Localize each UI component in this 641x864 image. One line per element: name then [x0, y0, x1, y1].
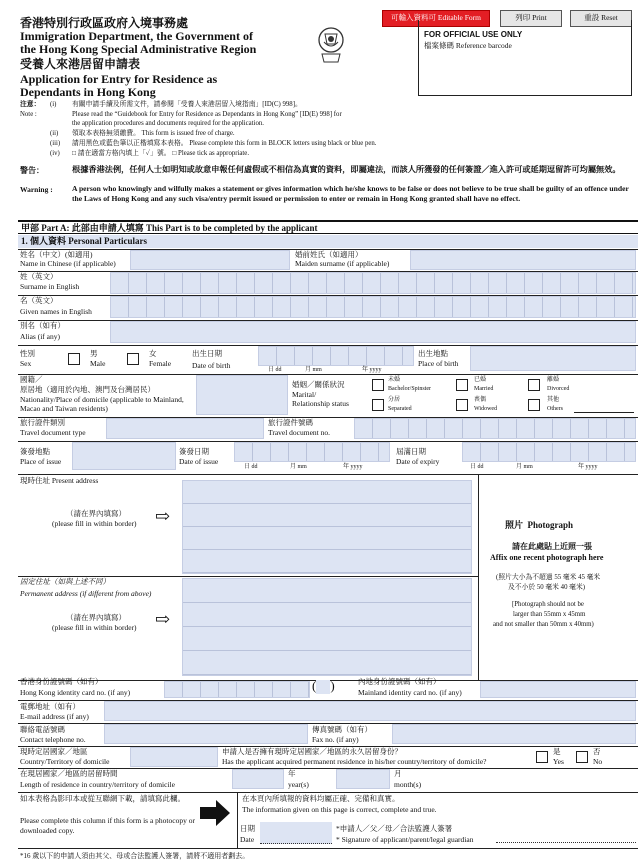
male-checkbox[interactable]	[68, 353, 80, 365]
td-no-label: 旅行證件號碼	[268, 418, 313, 427]
td-type-field[interactable]	[106, 418, 264, 439]
mainland-id-label: 內地身份證號碼（如有）	[358, 677, 441, 686]
email-label-en: E-mail address (if any)	[20, 712, 89, 721]
tel-label: 聯絡電話號碼	[20, 725, 65, 734]
note-2: 領取本表格無須繳費。 This form is issued free of charge.	[72, 130, 235, 137]
td-no-field[interactable]	[354, 418, 636, 439]
given-names-label: 名（英文）	[20, 296, 58, 305]
signature-label: *申請人／父／母／合法監護人簽署	[336, 824, 453, 833]
yes-label-en: Yes	[553, 757, 564, 766]
female-checkbox[interactable]	[127, 353, 139, 365]
form-title-english-line1: Application for Entry for Residence as	[20, 72, 218, 86]
department-chinese: 香港特別行政區政府入境事務處	[20, 16, 189, 30]
declaration-zh: 在本頁內所填報的資料均屬正確、完備和真實。	[242, 794, 400, 803]
name-chinese-label: 姓名（中文）(如適用)	[20, 250, 93, 259]
photo-instr-en: Affix one recent photograph here	[490, 553, 604, 562]
doe-mm: 月 mm	[516, 464, 533, 470]
department-english-line2: the Hong Kong Special Administrative Region	[20, 42, 257, 56]
married-label-en: Married	[474, 386, 494, 392]
dob-mm: 月 mm	[305, 367, 322, 373]
hkid-label-en: Hong Kong identity card no. (if any)	[20, 688, 131, 697]
hkid-label: 香港身份證號碼（如有）	[20, 677, 103, 686]
month-label: 月	[394, 769, 402, 778]
length-label-en: Length of residence in country/territory of domicile	[20, 780, 175, 789]
present-address-field[interactable]	[182, 480, 472, 574]
male-label-en: Male	[90, 359, 106, 368]
official-use-box	[418, 20, 632, 96]
doi-label: 簽發日期	[179, 447, 209, 456]
separated-label: 分居	[388, 397, 401, 403]
warning-text-en: A person who knowingly and wilfully makes a statement or gives information which he/she knows to be false or does not believe to be true shall be guilty of an offence under the Laws of Hong Kong and any such visa/entry permit issued or permission to enter or remain in Hong Kong granted shall have no effect.	[72, 184, 629, 203]
present-address-fill-en: (please fill in within border)	[52, 519, 137, 528]
divorced-label: 離婚	[547, 377, 560, 383]
poi-field[interactable]	[72, 442, 176, 470]
photo-size-zh-1: (照片大小為不超過 55 毫米 45 毫米	[496, 574, 601, 581]
country-label: 現時定居國家／地區	[20, 747, 88, 756]
sex-label-en: Sex	[20, 359, 32, 368]
dob-label: 出生日期	[192, 349, 222, 358]
year-label-en: year(s)	[288, 780, 309, 789]
hkid-check-digit[interactable]: ( )	[312, 678, 335, 693]
doe-yyyy: 年 yyyy	[578, 464, 598, 470]
given-names-field[interactable]	[110, 296, 636, 318]
note-1-en2: the application procedures and documents required for the application.	[72, 120, 264, 127]
signature-label-en: * Signature of applicant/parent/legal guardian	[336, 835, 474, 844]
note-3: 請用黑色或藍色筆以正楷填寫本表格。 Please complete this form in BLOCK letters using black or blue pen.	[72, 140, 377, 147]
department-english-line1: Immigration Department, the Government of	[20, 29, 253, 43]
tel-label-en: Contact telephone no.	[20, 735, 86, 744]
note-1-zh: 有關申請手續及所需文件，請參閱「受養人來港居留入境指南」[ID(C) 998]。	[72, 101, 302, 108]
arrow-right-icon: ⇨	[155, 506, 171, 526]
photo-size-en-2: larger than 55mm x 45mm	[513, 611, 586, 618]
note-label-zh: 注意：	[20, 101, 41, 108]
td-type-label: 旅行證件類別	[20, 418, 65, 427]
doi-field[interactable]	[234, 442, 390, 462]
others-checkbox[interactable]	[528, 399, 540, 411]
reset-button[interactable]: 重設 Reset	[570, 10, 632, 27]
length-label: 在現居國家／地區的居留時間	[20, 769, 118, 778]
divorced-label-en: Divorced	[547, 386, 570, 392]
given-names-label-en: Given names in English	[20, 307, 92, 316]
present-address-fill-zh: （請在界內填寫）	[66, 509, 126, 518]
sex-label: 性別	[20, 349, 35, 358]
marital-label: 婚姻／關係狀況	[292, 380, 345, 389]
note-1-num: (i)	[50, 101, 57, 108]
date-label: 日期	[240, 824, 255, 833]
single-checkbox[interactable]	[372, 379, 384, 391]
pob-label-en: Place of birth	[418, 359, 459, 368]
note-2-num: (ii)	[50, 130, 59, 137]
warning-text-zh: 根據香港法例，任何人士如明知或故意申報任何虛假或不相信為真實的資料，即屬違法，而該人所獲發的任何簽證／進入許可或延期逗留許可均屬無效。	[72, 164, 621, 174]
doi-yyyy: 年 yyyy	[343, 464, 363, 470]
maiden-surname-field[interactable]	[410, 250, 636, 270]
email-field[interactable]	[104, 701, 636, 721]
hksar-emblem-icon	[316, 22, 346, 66]
perm-address-label-en: Permanent address (if different from above)	[20, 589, 152, 598]
copy-note-zh: 如本表格為影印本或從互聯網下載，請填寫此欄。	[20, 794, 185, 803]
country-label-en: Country/Territory of domicile	[20, 757, 110, 766]
poi-label-en: Place of issue	[20, 457, 62, 466]
td-no-label-en: Travel document no.	[268, 428, 331, 437]
divorced-checkbox[interactable]	[528, 379, 540, 391]
female-label: 女	[149, 349, 157, 358]
form-title-chinese: 受養人來港居留申請表	[20, 57, 141, 71]
doe-label-en: Date of expiry	[396, 457, 440, 466]
print-button[interactable]: 列印 Print	[500, 10, 562, 27]
perm-address-fill-en: (please fill in within border)	[52, 623, 137, 632]
surname-label: 姓（英文）	[20, 272, 58, 281]
dob-yyyy: 年 yyyy	[362, 367, 382, 373]
photo-size-en-1: [Photograph should not be	[512, 601, 584, 608]
note-1-en: Please read the “Guidebook for Entry for Residence as Dependants in Hong Kong” [ID(E) 998] for	[72, 111, 342, 118]
photo-size-zh-2: 及不小於 50 毫米 40 毫米)	[508, 584, 586, 591]
part-a-header: 甲部 Part A: 此部由申請人填寫 This Part is to be completed by the applicant	[18, 220, 638, 234]
note-3-num: (iii)	[50, 140, 61, 147]
name-chinese-field[interactable]	[130, 250, 290, 270]
separated-checkbox[interactable]	[372, 399, 384, 411]
declaration-en: The information given on this page is correct, complete and true.	[242, 805, 437, 814]
single-label-en: Bachelor/Spinster	[388, 386, 431, 392]
month-label-en: month(s)	[394, 780, 422, 789]
widowed-checkbox[interactable]	[456, 399, 468, 411]
marital-label-en2: Relationship status	[292, 399, 349, 408]
male-label: 男	[90, 349, 98, 358]
tel-field[interactable]	[104, 724, 308, 744]
married-checkbox[interactable]	[456, 379, 468, 391]
perm-address-label: 固定住址（如與上述不同）	[20, 577, 110, 586]
length-years-field[interactable]	[232, 769, 284, 789]
dob-field[interactable]	[258, 346, 414, 366]
warning-label-zh: 警告：	[20, 166, 44, 175]
email-label: 電郵地址（如有）	[20, 702, 80, 711]
declaration-date-field[interactable]	[260, 822, 332, 844]
photo-title	[505, 520, 573, 530]
perm-res-yes-checkbox[interactable]	[536, 751, 548, 763]
alias-label: 別名（如有）	[20, 321, 65, 330]
alias-field[interactable]	[110, 321, 636, 343]
others-label: 其他	[547, 397, 560, 403]
warning-label-en: Warning :	[20, 185, 53, 194]
nationality-label-en: Nationality/Place of domicile (applicable to Mainland,	[20, 395, 184, 404]
length-months-field[interactable]	[336, 769, 390, 789]
dob-label-en: Date of birth	[192, 361, 231, 370]
no-label: 否	[593, 747, 601, 756]
doe-dd: 日 dd	[470, 464, 484, 470]
perm-res-question-en: Has the applicant acquired permanent residence in his/her country/territory of domicile?	[222, 757, 487, 766]
fax-label: 傳真號碼（如有）	[312, 725, 372, 734]
widowed-label: 喪偶	[474, 397, 487, 403]
perm-res-question: 申請人是否擁有現時定居國家／地區的永久居留身份？	[222, 747, 402, 756]
td-type-label-en: Travel document type	[20, 428, 86, 437]
alias-label-en: Alias (if any)	[20, 332, 60, 341]
perm-res-no-checkbox[interactable]	[576, 751, 588, 763]
nationality-label-2: 原居地（適用於內地、澳門及台灣居民）	[20, 385, 155, 394]
photo-instr-zh: 請在此處貼上近照一張	[512, 542, 592, 551]
married-label: 已婚	[474, 377, 487, 383]
doe-label: 屆滿日期	[396, 447, 426, 456]
poi-label: 簽發地點	[20, 447, 50, 456]
others-label-en: Others	[547, 406, 563, 412]
year-label: 年	[288, 769, 296, 778]
surname-field[interactable]	[110, 272, 636, 294]
nationality-field[interactable]	[196, 375, 288, 415]
section-1-title: 1. 個人資料 Personal Particulars	[18, 235, 638, 248]
mainland-id-label-en: Mainland identity card no. (if any)	[358, 688, 462, 697]
others-specify-line[interactable]	[574, 412, 634, 413]
yes-label: 是	[553, 747, 561, 756]
arrow-right-icon: ⇨	[155, 609, 171, 629]
separated-label-en: Separated	[388, 406, 412, 412]
arrow-right-icon	[198, 798, 232, 828]
maiden-surname-label: 婚前姓氏（如適用）	[295, 250, 363, 259]
marital-label-en: Marital/	[292, 390, 317, 399]
note-4: □ 請在適當方格內填上「✓」號。 □ Please tick as appropriate.	[72, 150, 250, 157]
pob-field[interactable]	[470, 346, 636, 371]
note-label-en: Note :	[20, 111, 37, 118]
doi-dd: 日 dd	[244, 464, 258, 470]
surname-label-en: Surname in English	[20, 282, 80, 291]
present-address-label: 現時住址 Present address	[20, 476, 99, 485]
widowed-label-en: Widowed	[474, 406, 498, 412]
fax-label-en: Fax no. (if any)	[312, 735, 359, 744]
maiden-surname-label-en: Maiden surname (if applicable)	[295, 259, 390, 268]
dob-dd: 日 dd	[268, 367, 282, 373]
country-field[interactable]	[130, 747, 218, 767]
copy-note-en: Please complete this column if this form is a photocopy or downloaded copy.	[20, 816, 195, 835]
doi-label-en: Date of issue	[179, 457, 219, 466]
form-title-english-line2: Dependants in Hong Kong	[20, 85, 156, 99]
single-label: 未婚	[388, 377, 401, 383]
perm-address-field[interactable]	[182, 578, 472, 676]
photo-title-en: Photograph	[527, 520, 574, 530]
nationality-label: 國籍／	[20, 375, 43, 384]
pob-label: 出生地點	[418, 349, 448, 358]
no-label-en: No	[593, 757, 603, 766]
official-use-title: FOR OFFICIAL USE ONLY	[424, 30, 523, 39]
signature-field[interactable]	[496, 842, 636, 843]
date-label-en: Date	[240, 835, 255, 844]
mainland-id-field[interactable]	[480, 681, 636, 698]
nationality-label-en2: Macao and Taiwan residents)	[20, 404, 108, 413]
female-label-en: Female	[149, 359, 172, 368]
photo-size-en-3: and not smaller than 50mm x 40mm)	[493, 621, 594, 628]
reference-barcode-label: 檔案條碼 Reference barcode	[424, 41, 512, 50]
editable-form-button[interactable]: 可輸入資料可 Editable Form	[382, 10, 490, 27]
photo-title-zh: 照片	[505, 520, 524, 530]
note-4-num: (iv)	[50, 150, 60, 157]
fax-field[interactable]	[392, 724, 636, 744]
footnote: *16 歲以下的申請人須由其父、母或合法監護人簽署，請將不適用者劃去。	[20, 852, 250, 860]
perm-address-fill-zh: （請在界內填寫）	[66, 613, 126, 622]
name-chinese-label-en: Name in Chinese (if applicable)	[20, 259, 116, 268]
hkid-field[interactable]	[164, 681, 310, 698]
doe-field[interactable]	[462, 442, 636, 462]
doi-mm: 月 mm	[290, 464, 307, 470]
